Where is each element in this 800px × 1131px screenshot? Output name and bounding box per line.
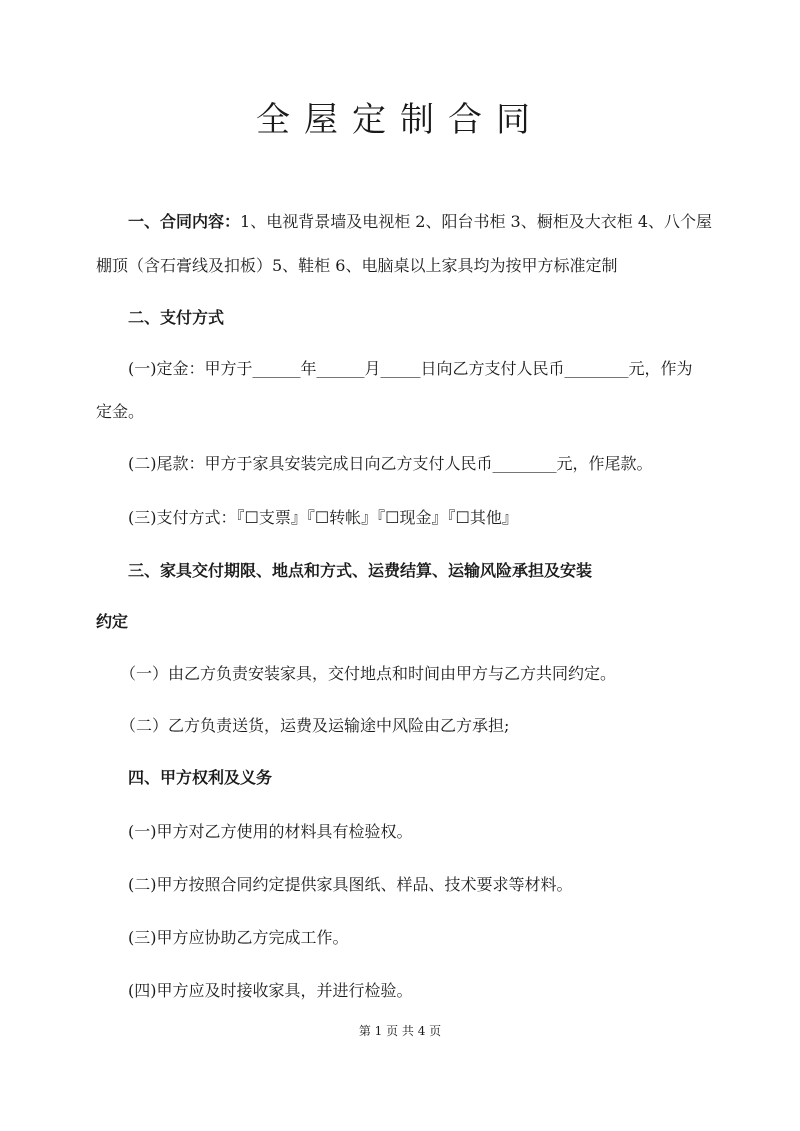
document-title: 全屋定制合同 xyxy=(256,100,544,140)
payment-method-clause: (三)支付方式：『☐支票』『☐转帐』『☐现金』『☐其他』 xyxy=(128,508,518,527)
section4-heading: 四、甲方权利及义务 xyxy=(128,768,273,787)
section1-heading: 一、合同内容： xyxy=(128,212,241,231)
final-payment-clause: (二)尾款：甲方于家具安装完成日向乙方支付人民币________元，作尾款。 xyxy=(128,454,653,473)
party-a-right-1: (一)甲方对乙方使用的材料具有检验权。 xyxy=(128,822,413,841)
deposit-clause: (一)定金：甲方于______年______月_____日向乙方支付人民币________元，作为 xyxy=(128,359,693,378)
section3-heading-cont: 约定 xyxy=(96,612,129,631)
section1-line1 xyxy=(128,212,712,232)
party-a-right-4: (四)甲方应及时接收家具，并进行检验。 xyxy=(128,981,413,1000)
section2-heading: 二、支付方式 xyxy=(128,308,225,327)
installation-clause: （一）由乙方负责安装家具，交付地点和时间由甲方与乙方共同约定。 xyxy=(120,664,617,683)
section1-content: 1、电视背景墙及电视柜 2、阳台书柜 3、橱柜及大衣柜 4、八个屋 xyxy=(240,212,712,231)
party-a-right-2: (二)甲方按照合同约定提供家具图纸、样品、技术要求等材料。 xyxy=(128,875,573,894)
deposit-clause-cont: 定金。 xyxy=(96,402,145,421)
party-a-right-3: (三)甲方应协助乙方完成工作。 xyxy=(128,928,349,947)
page-number-footer: 第 1 页 共 4 页 xyxy=(358,1024,442,1038)
delivery-clause: （二）乙方负责送货，运费及运输途中风险由乙方承担; xyxy=(120,716,510,735)
section1-line2: 棚顶（含石膏线及扣板）5、鞋柜 6、电脑桌以上家具均为按甲方标准定制 xyxy=(96,256,618,275)
section3-heading: 三、家具交付期限、地点和方式、运费结算、运输风险承担及安装 xyxy=(128,561,593,580)
